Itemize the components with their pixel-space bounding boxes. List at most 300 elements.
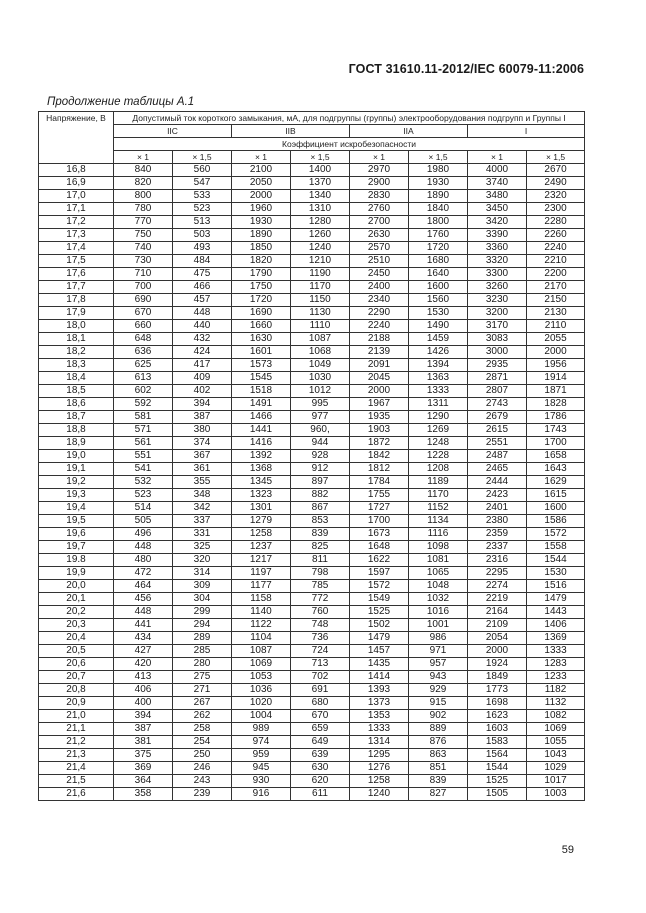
voltage-cell: 18,6 (39, 398, 114, 411)
current-cell: 1310 (291, 203, 350, 216)
current-cell: 1435 (350, 658, 409, 671)
coefficient-cell: × 1,5 (173, 151, 232, 164)
current-cell: 448 (114, 541, 173, 554)
table-row (39, 489, 585, 502)
current-cell: 1340 (291, 190, 350, 203)
voltage-header: Напряжение, В (39, 112, 114, 164)
current-cell: 2871 (468, 372, 527, 385)
current-cell: 1600 (527, 502, 585, 515)
current-cell: 325 (173, 541, 232, 554)
current-cell: 3230 (468, 294, 527, 307)
current-cell: 285 (173, 645, 232, 658)
current-cell: 1363 (409, 372, 468, 385)
current-cell: 1466 (232, 411, 291, 424)
current-cell: 1935 (350, 411, 409, 424)
current-cell: 271 (173, 684, 232, 697)
voltage-cell: 19,4 (39, 502, 114, 515)
current-cell: 2000 (232, 190, 291, 203)
current-cell: 1152 (409, 502, 468, 515)
table-row (39, 775, 585, 788)
table-row (39, 346, 585, 359)
current-cell: 3480 (468, 190, 527, 203)
coefficient-cell: × 1 (114, 151, 173, 164)
current-cell: 2109 (468, 619, 527, 632)
voltage-cell: 19,6 (39, 528, 114, 541)
current-cell: 432 (173, 333, 232, 346)
current-cell: 1208 (409, 463, 468, 476)
voltage-cell: 18,1 (39, 333, 114, 346)
current-cell: 1842 (350, 450, 409, 463)
current-cell: 592 (114, 398, 173, 411)
current-cell: 710 (114, 268, 173, 281)
data-table (38, 111, 585, 801)
table-row (39, 645, 585, 658)
table-row (39, 749, 585, 762)
current-cell: 2188 (350, 333, 409, 346)
voltage-cell: 17,7 (39, 281, 114, 294)
current-cell: 1960 (232, 203, 291, 216)
current-cell: 309 (173, 580, 232, 593)
table-row (39, 606, 585, 619)
current-cell: 1700 (350, 515, 409, 528)
current-cell: 1530 (527, 567, 585, 580)
current-cell: 1130 (291, 307, 350, 320)
current-cell: 1394 (409, 359, 468, 372)
current-cell: 760 (291, 606, 350, 619)
current-cell: 2490 (527, 177, 585, 190)
current-cell: 505 (114, 515, 173, 528)
document-code: ГОСТ 31610.11-2012/IEC 60079-11:2006 (348, 62, 584, 76)
current-cell: 409 (173, 372, 232, 385)
current-cell: 364 (114, 775, 173, 788)
current-cell: 2510 (350, 255, 409, 268)
group-header: I (468, 125, 585, 138)
current-cell: 448 (173, 307, 232, 320)
current-cell: 547 (173, 177, 232, 190)
current-cell: 456 (114, 593, 173, 606)
current-cell: 902 (409, 710, 468, 723)
current-cell: 1295 (350, 749, 409, 762)
table-row (39, 632, 585, 645)
current-cell: 1980 (409, 164, 468, 177)
current-cell: 513 (173, 216, 232, 229)
current-cell: 1116 (409, 528, 468, 541)
table-row (39, 398, 585, 411)
voltage-cell: 18,0 (39, 320, 114, 333)
table-row (39, 515, 585, 528)
current-cell: 1069 (232, 658, 291, 671)
current-cell: 785 (291, 580, 350, 593)
current-cell: 1698 (468, 697, 527, 710)
current-cell: 3000 (468, 346, 527, 359)
current-cell: 680 (291, 697, 350, 710)
current-cell: 839 (409, 775, 468, 788)
current-cell: 611 (291, 788, 350, 801)
table-row (39, 671, 585, 684)
voltage-cell: 17,2 (39, 216, 114, 229)
current-cell: 1872 (350, 437, 409, 450)
current-cell: 977 (291, 411, 350, 424)
current-cell: 974 (232, 736, 291, 749)
table-row (39, 372, 585, 385)
current-cell: 613 (114, 372, 173, 385)
current-cell: 1276 (350, 762, 409, 775)
current-cell: 1177 (232, 580, 291, 593)
voltage-cell: 17,5 (39, 255, 114, 268)
current-cell: 929 (409, 684, 468, 697)
current-cell: 1012 (291, 385, 350, 398)
current-cell: 2320 (527, 190, 585, 203)
current-cell: 2316 (468, 554, 527, 567)
voltage-cell: 17,6 (39, 268, 114, 281)
current-cell: 2240 (350, 320, 409, 333)
current-cell: 1630 (232, 333, 291, 346)
current-cell: 1032 (409, 593, 468, 606)
current-cell: 3740 (468, 177, 527, 190)
table-row (39, 320, 585, 333)
current-cell: 1549 (350, 593, 409, 606)
voltage-cell: 16,8 (39, 164, 114, 177)
table-row (39, 502, 585, 515)
current-cell: 851 (409, 762, 468, 775)
current-cell: 417 (173, 359, 232, 372)
current-cell: 1280 (291, 216, 350, 229)
current-cell: 369 (114, 762, 173, 775)
table-row (39, 203, 585, 216)
voltage-cell: 21,2 (39, 736, 114, 749)
current-cell: 1279 (232, 515, 291, 528)
current-cell: 375 (114, 749, 173, 762)
current-cell: 2260 (527, 229, 585, 242)
current-cell: 3260 (468, 281, 527, 294)
current-cell: 1914 (527, 372, 585, 385)
current-cell: 1773 (468, 684, 527, 697)
current-cell: 736 (291, 632, 350, 645)
current-cell: 1426 (409, 346, 468, 359)
table-row (39, 424, 585, 437)
current-cell: 670 (291, 710, 350, 723)
voltage-cell: 20,5 (39, 645, 114, 658)
current-cell: 1353 (350, 710, 409, 723)
current-cell: 820 (114, 177, 173, 190)
current-cell: 1030 (291, 372, 350, 385)
current-cell: 670 (114, 307, 173, 320)
current-cell: 1311 (409, 398, 468, 411)
current-cell: 713 (291, 658, 350, 671)
current-cell: 440 (173, 320, 232, 333)
current-cell: 2130 (527, 307, 585, 320)
current-cell: 387 (173, 411, 232, 424)
current-cell: 533 (173, 190, 232, 203)
current-cell: 1406 (527, 619, 585, 632)
current-cell: 1572 (350, 580, 409, 593)
current-cell: 1258 (232, 528, 291, 541)
current-cell: 1170 (409, 489, 468, 502)
current-cell: 484 (173, 255, 232, 268)
current-cell: 1530 (409, 307, 468, 320)
current-cell: 262 (173, 710, 232, 723)
current-cell: 250 (173, 749, 232, 762)
table-row (39, 528, 585, 541)
current-cell: 1248 (409, 437, 468, 450)
voltage-cell: 20,6 (39, 658, 114, 671)
current-cell: 1414 (350, 671, 409, 684)
current-cell: 989 (232, 723, 291, 736)
current-cell: 2444 (468, 476, 527, 489)
current-cell: 1016 (409, 606, 468, 619)
current-cell: 1269 (409, 424, 468, 437)
current-cell: 916 (232, 788, 291, 801)
current-cell: 2830 (350, 190, 409, 203)
current-cell: 648 (114, 333, 173, 346)
current-cell: 1393 (350, 684, 409, 697)
table-row (39, 541, 585, 554)
current-cell: 2670 (527, 164, 585, 177)
current-cell: 1680 (409, 255, 468, 268)
current-cell: 702 (291, 671, 350, 684)
current-cell: 1459 (409, 333, 468, 346)
current-cell: 1069 (527, 723, 585, 736)
current-cell: 496 (114, 528, 173, 541)
current-cell: 3390 (468, 229, 527, 242)
current-cell: 1158 (232, 593, 291, 606)
voltage-cell: 17,0 (39, 190, 114, 203)
current-cell: 1043 (527, 749, 585, 762)
current-cell: 2450 (350, 268, 409, 281)
voltage-cell: 19,7 (39, 541, 114, 554)
current-cell: 2380 (468, 515, 527, 528)
current-cell: 1314 (350, 736, 409, 749)
current-cell: 1132 (527, 697, 585, 710)
current-cell: 2935 (468, 359, 527, 372)
current-cell: 1029 (527, 762, 585, 775)
current-cell: 690 (114, 294, 173, 307)
current-cell: 320 (173, 554, 232, 567)
current-cell: 1087 (291, 333, 350, 346)
current-cell: 1369 (527, 632, 585, 645)
current-cell: 1122 (232, 619, 291, 632)
current-cell: 2150 (527, 294, 585, 307)
current-cell: 448 (114, 606, 173, 619)
current-cell: 1502 (350, 619, 409, 632)
current-cell: 3450 (468, 203, 527, 216)
current-cell: 1743 (527, 424, 585, 437)
current-cell: 659 (291, 723, 350, 736)
current-cell: 472 (114, 567, 173, 580)
current-cell: 915 (409, 697, 468, 710)
current-cell: 387 (114, 723, 173, 736)
voltage-cell: 18,4 (39, 372, 114, 385)
current-cell: 995 (291, 398, 350, 411)
current-cell: 1586 (527, 515, 585, 528)
current-cell: 2630 (350, 229, 409, 242)
current-cell: 639 (291, 749, 350, 762)
current-cell: 424 (173, 346, 232, 359)
voltage-cell: 18,9 (39, 437, 114, 450)
current-cell: 945 (232, 762, 291, 775)
current-cell: 1786 (527, 411, 585, 424)
table-row (39, 593, 585, 606)
current-cell: 930 (232, 775, 291, 788)
current-cell: 630 (291, 762, 350, 775)
coefficient-cell: × 1,5 (527, 151, 585, 164)
current-cell: 254 (173, 736, 232, 749)
current-cell: 2487 (468, 450, 527, 463)
table-row (39, 463, 585, 476)
current-cell: 625 (114, 359, 173, 372)
voltage-cell: 18,5 (39, 385, 114, 398)
current-cell: 358 (114, 788, 173, 801)
current-cell: 798 (291, 567, 350, 580)
current-cell: 1373 (350, 697, 409, 710)
current-cell: 2807 (468, 385, 527, 398)
voltage-cell: 17,1 (39, 203, 114, 216)
current-cell: 2274 (468, 580, 527, 593)
voltage-cell: 20,1 (39, 593, 114, 606)
current-cell: 361 (173, 463, 232, 476)
current-cell: 1640 (409, 268, 468, 281)
current-cell: 1572 (527, 528, 585, 541)
table-row (39, 684, 585, 697)
current-cell: 1333 (409, 385, 468, 398)
current-cell: 1812 (350, 463, 409, 476)
current-cell: 434 (114, 632, 173, 645)
current-cell: 381 (114, 736, 173, 749)
current-cell: 660 (114, 320, 173, 333)
current-cell: 258 (173, 723, 232, 736)
current-cell: 2054 (468, 632, 527, 645)
current-cell: 2423 (468, 489, 527, 502)
current-cell: 1601 (232, 346, 291, 359)
current-cell: 602 (114, 385, 173, 398)
current-cell: 239 (173, 788, 232, 801)
current-cell: 367 (173, 450, 232, 463)
current-cell: 2679 (468, 411, 527, 424)
current-cell: 571 (114, 424, 173, 437)
current-cell: 275 (173, 671, 232, 684)
table-row (39, 177, 585, 190)
current-cell: 943 (409, 671, 468, 684)
coefficient-cell: × 1 (468, 151, 527, 164)
current-cell: 1258 (350, 775, 409, 788)
current-cell: 394 (173, 398, 232, 411)
current-cell: 1597 (350, 567, 409, 580)
table-caption: Продолжение таблицы А.1 (47, 96, 195, 108)
current-cell: 1491 (232, 398, 291, 411)
current-cell: 1760 (409, 229, 468, 242)
current-cell: 532 (114, 476, 173, 489)
current-cell: 1392 (232, 450, 291, 463)
current-cell: 2900 (350, 177, 409, 190)
current-cell: 1849 (468, 671, 527, 684)
current-cell: 1053 (232, 671, 291, 684)
current-cell: 493 (173, 242, 232, 255)
current-cell: 1658 (527, 450, 585, 463)
current-cell: 2210 (527, 255, 585, 268)
current-cell: 551 (114, 450, 173, 463)
page-number: 59 (561, 844, 574, 856)
coefficient-cell: × 1,5 (409, 151, 468, 164)
table-row (39, 736, 585, 749)
current-cell: 750 (114, 229, 173, 242)
current-cell: 541 (114, 463, 173, 476)
current-cell: 1903 (350, 424, 409, 437)
current-cell: 1003 (527, 788, 585, 801)
current-cell: 1210 (291, 255, 350, 268)
current-cell: 1368 (232, 463, 291, 476)
current-cell: 561 (114, 437, 173, 450)
current-cell: 1525 (350, 606, 409, 619)
current-cell: 394 (114, 710, 173, 723)
current-cell: 1020 (232, 697, 291, 710)
current-cell: 1457 (350, 645, 409, 658)
group-header: IIA (350, 125, 468, 138)
table-row (39, 697, 585, 710)
current-cell: 840 (114, 164, 173, 177)
current-cell: 342 (173, 502, 232, 515)
current-cell: 1545 (232, 372, 291, 385)
current-header: Допустимый ток короткого замыкания, мА, для подгруппы (группы) электрооборудования подгрупп и Группы I (114, 112, 585, 125)
voltage-cell: 21,0 (39, 710, 114, 723)
current-cell: 1479 (527, 593, 585, 606)
current-cell: 748 (291, 619, 350, 632)
current-cell: 2465 (468, 463, 527, 476)
current-cell: 1240 (350, 788, 409, 801)
current-cell: 1150 (291, 294, 350, 307)
current-cell: 649 (291, 736, 350, 749)
current-cell: 1600 (409, 281, 468, 294)
table-row (39, 658, 585, 671)
current-cell: 1140 (232, 606, 291, 619)
current-cell: 853 (291, 515, 350, 528)
current-cell: 2570 (350, 242, 409, 255)
current-cell: 2700 (350, 216, 409, 229)
group-header: IIB (232, 125, 350, 138)
current-cell: 475 (173, 268, 232, 281)
current-cell: 1036 (232, 684, 291, 697)
current-cell: 1673 (350, 528, 409, 541)
current-cell: 2110 (527, 320, 585, 333)
current-cell: 3320 (468, 255, 527, 268)
current-cell: 1055 (527, 736, 585, 749)
voltage-cell: 18,7 (39, 411, 114, 424)
current-cell: 2340 (350, 294, 409, 307)
current-cell: 1956 (527, 359, 585, 372)
voltage-cell: 18,2 (39, 346, 114, 359)
current-cell: 1098 (409, 541, 468, 554)
table-row (39, 554, 585, 567)
voltage-cell: 17,3 (39, 229, 114, 242)
current-cell: 867 (291, 502, 350, 515)
current-cell: 1648 (350, 541, 409, 554)
current-cell: 1333 (350, 723, 409, 736)
table-row (39, 411, 585, 424)
current-cell: 1558 (527, 541, 585, 554)
current-cell: 1629 (527, 476, 585, 489)
current-cell: 1784 (350, 476, 409, 489)
voltage-cell: 19,5 (39, 515, 114, 528)
table-row (39, 788, 585, 801)
voltage-cell: 20,3 (39, 619, 114, 632)
current-cell: 1134 (409, 515, 468, 528)
current-cell: 882 (291, 489, 350, 502)
current-cell: 2337 (468, 541, 527, 554)
current-cell: 514 (114, 502, 173, 515)
current-cell: 1573 (232, 359, 291, 372)
current-cell: 800 (114, 190, 173, 203)
current-cell: 4000 (468, 164, 527, 177)
current-cell: 2091 (350, 359, 409, 372)
